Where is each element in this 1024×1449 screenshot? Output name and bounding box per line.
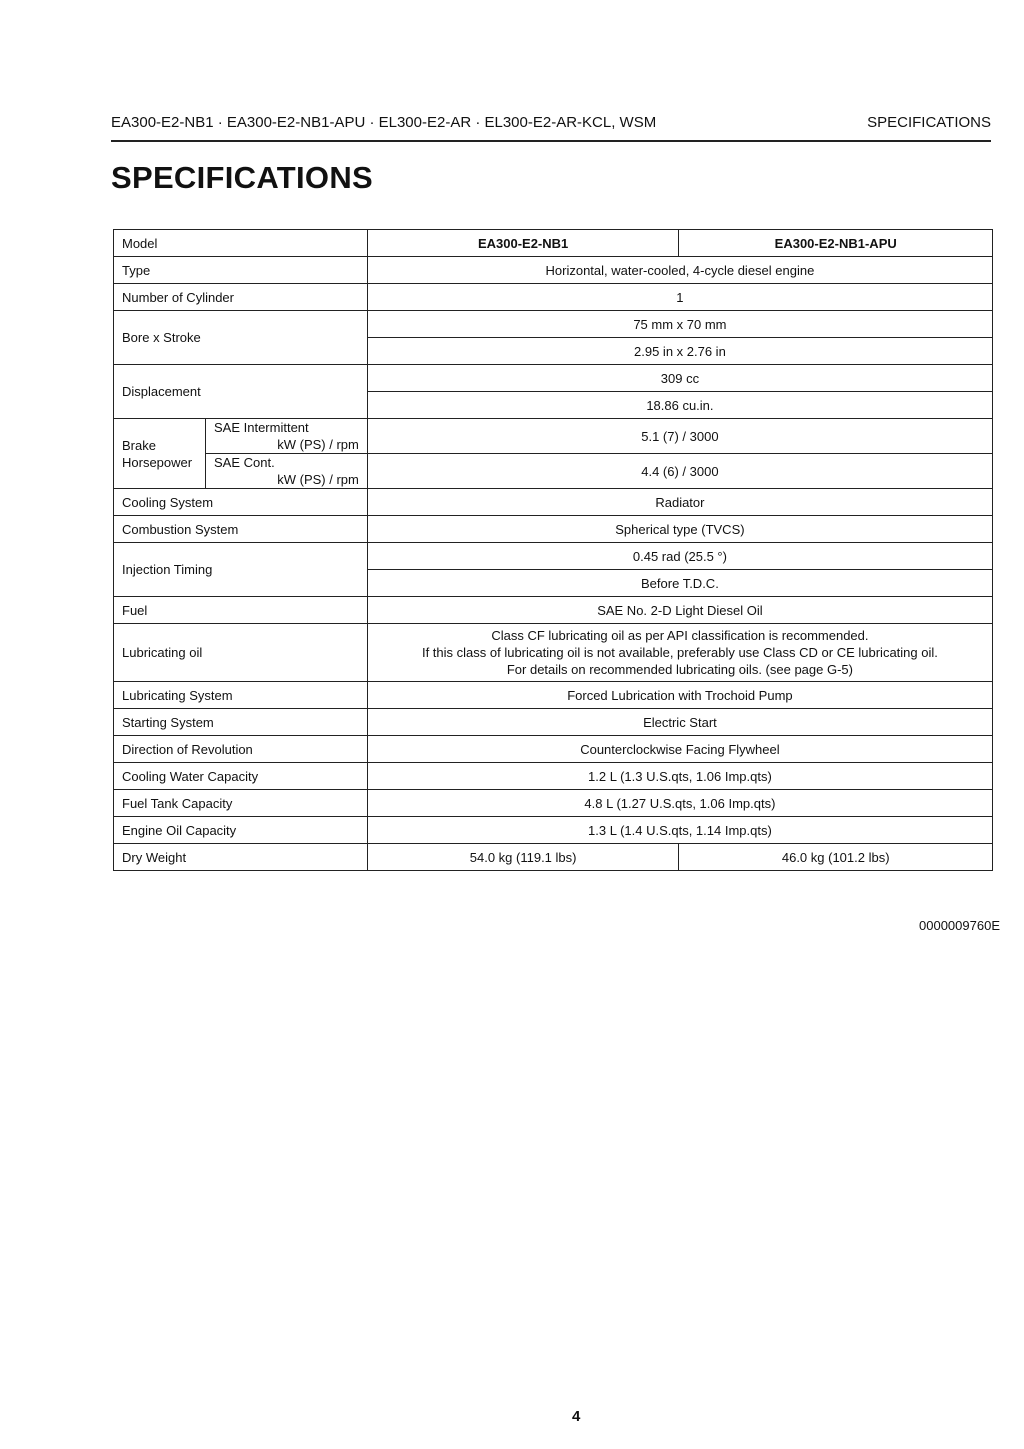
table-row-fuel — [114, 597, 993, 624]
value-fuel-tank: 4.8 L (1.27 U.S.qts, 1.06 Imp.qts) — [367, 790, 992, 817]
table-row-bhp-intermittent — [114, 419, 993, 454]
label-fuel-tank: Fuel Tank Capacity — [114, 790, 368, 817]
label-injection: Injection Timing — [114, 543, 368, 597]
model-1-header: EA300-E2-NB1 — [367, 230, 679, 257]
value-cooling-water: 1.2 L (1.3 U.S.qts, 1.06 Imp.qts) — [367, 763, 992, 790]
bhp-label-line-1: Brake — [122, 437, 156, 453]
label-combustion: Combustion System — [114, 516, 368, 543]
sae-intermittent-text: SAE Intermittent — [213, 420, 309, 435]
value-injection-angle: 0.45 rad (25.5 °) — [367, 543, 992, 570]
document-code: 0000009760E — [919, 918, 1000, 933]
page-title: SPECIFICATIONS — [111, 160, 373, 195]
label-brake-horsepower — [114, 419, 206, 489]
table-row-dry-weight — [114, 844, 993, 871]
label-direction: Direction of Revolution — [114, 736, 368, 763]
label-engine-oil: Engine Oil Capacity — [114, 817, 368, 844]
label-fuel: Fuel — [114, 597, 368, 624]
value-direction: Counterclockwise Facing Flywheel — [367, 736, 992, 763]
table-row-direction — [114, 736, 993, 763]
value-combustion: Spherical type (TVCS) — [367, 516, 992, 543]
label-sae-continuous — [205, 454, 367, 489]
table-row-lubricating-oil — [114, 624, 993, 682]
table-row-bhp-continuous — [114, 454, 993, 489]
table-row-injection — [114, 543, 993, 570]
sae-continuous-text: SAE Cont. — [213, 455, 275, 470]
value-dry-weight-2: 46.0 kg (101.2 lbs) — [679, 844, 993, 871]
table-row-lubricating-system — [114, 682, 993, 709]
value-displacement-metric: 309 cc — [367, 365, 992, 392]
value-displacement-imperial: 18.86 cu.in. — [367, 392, 992, 419]
header-models: EA300-E2-NB1 · EA300-E2-NB1-APU · EL300-E2-AR · EL300-E2-AR-KCL, WSM — [111, 114, 657, 131]
label-starting: Starting System — [114, 709, 368, 736]
label-cooling: Cooling System — [114, 489, 368, 516]
value-starting: Electric Start — [367, 709, 992, 736]
label-lubricating-oil: Lubricating oil — [114, 624, 368, 682]
value-fuel: SAE No. 2-D Light Diesel Oil — [367, 597, 992, 624]
value-cylinders: 1 — [367, 284, 992, 311]
label-lubricating-system: Lubricating System — [114, 682, 368, 709]
table-row-combustion — [114, 516, 993, 543]
label-type: Type — [114, 257, 368, 284]
bhp-label-line-2: Horsepower — [122, 454, 193, 470]
label-displacement: Displacement — [114, 365, 368, 419]
label-cylinders: Number of Cylinder — [114, 284, 368, 311]
value-lubricating-oil — [367, 624, 992, 682]
table-row-cooling — [114, 489, 993, 516]
table-row-engine-oil — [114, 817, 993, 844]
specifications-table — [113, 229, 993, 871]
table-row-model — [114, 230, 993, 257]
model-2-header: EA300-E2-NB1-APU — [679, 230, 993, 257]
table-row-fuel-tank — [114, 790, 993, 817]
value-type: Horizontal, water-cooled, 4-cycle diesel engine — [367, 257, 992, 284]
sae-continuous-unit: kW (PS) / rpm — [277, 472, 359, 487]
value-sae-continuous: 4.4 (6) / 3000 — [367, 454, 992, 489]
value-bore-imperial: 2.95 in x 2.76 in — [367, 338, 992, 365]
label-sae-intermittent — [205, 419, 367, 454]
running-header — [111, 114, 991, 131]
label-bore: Bore x Stroke — [114, 311, 368, 365]
lub-oil-line-2: If this class of lubricating oil is not available, preferably use Class CD or CE lubricating oil. — [421, 645, 938, 660]
label-model: Model — [114, 230, 368, 257]
label-dry-weight: Dry Weight — [114, 844, 368, 871]
lub-oil-line-1: Class CF lubricating oil as per API classification is recommended. — [491, 628, 869, 643]
value-engine-oil: 1.3 L (1.4 U.S.qts, 1.14 Imp.qts) — [367, 817, 992, 844]
page-number: 4 — [572, 1408, 581, 1425]
lub-oil-line-3: For details on recommended lubricating oils. (see page G-5) — [506, 662, 853, 677]
label-cooling-water: Cooling Water Capacity — [114, 763, 368, 790]
value-injection-reference: Before T.D.C. — [367, 570, 992, 597]
table-row-cooling-water — [114, 763, 993, 790]
table-row-starting — [114, 709, 993, 736]
value-lubricating-system: Forced Lubrication with Trochoid Pump — [367, 682, 992, 709]
table-row-bore — [114, 311, 993, 338]
value-bore-metric: 75 mm x 70 mm — [367, 311, 992, 338]
value-dry-weight-1: 54.0 kg (119.1 lbs) — [367, 844, 679, 871]
value-cooling: Radiator — [367, 489, 992, 516]
value-sae-intermittent: 5.1 (7) / 3000 — [367, 419, 992, 454]
table-row-displacement — [114, 365, 993, 392]
header-divider — [111, 140, 991, 142]
table-row-cylinders — [114, 284, 993, 311]
sae-intermittent-unit: kW (PS) / rpm — [277, 437, 359, 452]
table-row-type — [114, 257, 993, 284]
header-section: SPECIFICATIONS — [867, 114, 991, 131]
